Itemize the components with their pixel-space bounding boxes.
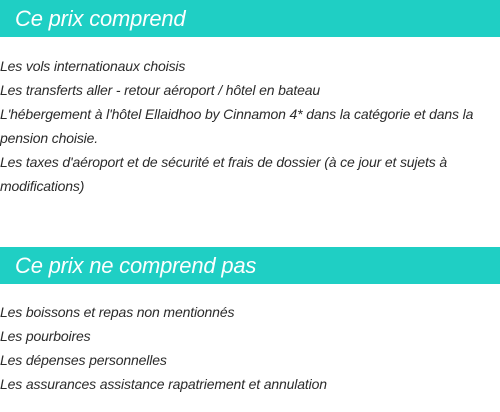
includes-item: L'hébergement à l'hôtel Ellaidhoo by Cinnamon 4* dans la catégorie et dans la pension choisie. [0,106,474,146]
excludes-item: Les dépenses personnelles [0,352,167,368]
excludes-item: Les boissons et repas non mentionnés [0,304,235,320]
includes-item: Les taxes d'aéroport et de sécurité et frais de dossier (à ce jour et sujets à modifications) [0,154,447,194]
includes-item: Les vols internationaux choisis [0,58,186,74]
excludes-item: Les pourboires [0,328,91,344]
includes-section-header [0,0,500,37]
excludes-section-header [0,247,500,284]
excludes-list [0,300,498,396]
excludes-item: Les assurances assistance rapatriement et annulation [0,376,327,392]
includes-item: Les transferts aller - retour aéroport / hôtel en bateau [0,82,321,98]
excludes-title: Ce prix ne comprend pas [15,252,257,278]
includes-title: Ce prix comprend [15,5,186,31]
includes-list [0,54,498,198]
